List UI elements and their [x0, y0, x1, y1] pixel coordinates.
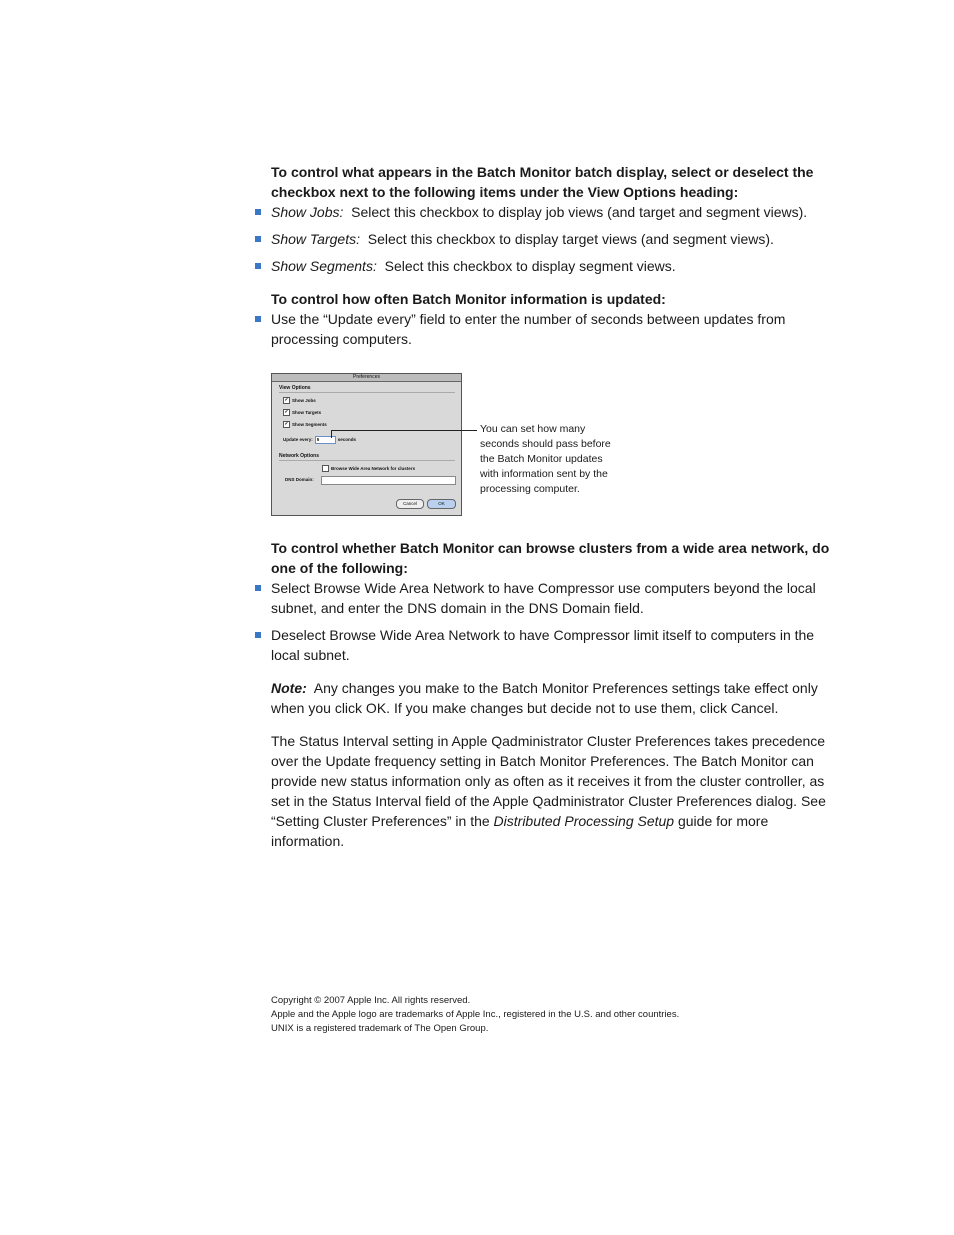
update-every-row: [283, 436, 356, 444]
checkbox-checked-icon: ✓: [284, 421, 289, 427]
show-segments-label: Show Segments: [292, 421, 327, 427]
view-options-list: [271, 202, 831, 276]
seconds-label: seconds: [337, 437, 357, 442]
item-text: Select Browse Wide Area Network to have Compressor use computers beyond the local subnet, and enter the DNS domain in the DNS Domain field.: [271, 580, 816, 616]
document-body: [271, 162, 831, 864]
dialog-title: Preferences: [272, 374, 461, 382]
footer-line: Apple and the Apple logo are trademarks of Apple Inc., registered in the U.S. and other countries.: [271, 1009, 680, 1020]
section-heading-wan: To control whether Batch Monitor can browse clusters from a wide area network, do one of the following:: [271, 540, 830, 576]
figure-callout: You can set how many seconds should pass before the Batch Monitor updates with information sent by the processing computer.: [480, 423, 611, 495]
note-paragraph: [271, 678, 831, 718]
update-every-label: Update every:: [283, 437, 313, 442]
browse-wan-label: Browse Wide Area Network for clusters: [331, 465, 416, 471]
status-interval-paragraph: [271, 731, 831, 851]
item-text: Select this checkbox to display target views (and segment views).: [367, 231, 774, 247]
divider: [279, 392, 455, 393]
item-text: Select this checkbox to display job views (and target and segment views).: [351, 204, 808, 220]
show-segments-checkbox-row: [283, 421, 327, 428]
show-jobs-label: Show Jobs: [292, 397, 316, 403]
item-text: Use the “Update every” field to enter the number of seconds between updates from processing computers.: [271, 311, 786, 347]
cancel-button: Cancel: [396, 499, 424, 509]
footer-line: UNIX is a registered trademark of The Open Group.: [271, 1023, 489, 1034]
section-heading-update: To control how often Batch Monitor information is updated:: [271, 291, 666, 307]
list-item: [271, 309, 831, 349]
view-options-label: View Options: [279, 385, 311, 391]
preferences-figure: [271, 373, 831, 538]
note-label: Note:: [271, 680, 307, 696]
show-targets-label: Show Targets: [292, 409, 322, 415]
section-heading-view-options: To control what appears in the Batch Monitor batch display, select or deselect the checkbox next to the following items under the View Options heading:: [271, 164, 814, 200]
preferences-dialog-screenshot: [271, 373, 462, 516]
term-show-targets: Show Targets:: [271, 231, 360, 247]
checkbox-checked-icon: ✓: [284, 409, 289, 415]
item-text: Select this checkbox to display segment views.: [384, 258, 676, 274]
dns-domain-label: DNS Domain:: [285, 477, 314, 482]
show-jobs-checkbox-row: [283, 397, 316, 404]
list-item: [271, 578, 831, 618]
checkbox-checked-icon: ✓: [284, 397, 289, 403]
list-item: [271, 229, 831, 249]
guide-title: Distributed Processing Setup: [493, 813, 675, 829]
dns-domain-input: [321, 476, 456, 485]
browse-wan-checkbox-row: [322, 465, 415, 472]
ok-button: OK: [427, 499, 456, 509]
paragraph-text: The Status Interval setting in Apple Qadministrator Cluster Preferences takes precedence over the Update frequency setting in Batch Monitor Preferences. The Batch Monitor can provide new status information only as often as it receives it from the cluster controller, as set in the Status Interval field of the Apple Qadministrator Cluster Preferences dialog. See “Setting Cluster Preferences” in the: [271, 733, 826, 829]
wan-list: [271, 578, 831, 665]
checkbox-empty-icon: [322, 465, 329, 472]
note-text: Any changes you make to the Batch Monitor Preferences settings take effect only when you click OK. If you make changes but decide not to use them, click Cancel.: [271, 680, 818, 716]
list-item: [271, 256, 831, 276]
term-show-segments: Show Segments:: [271, 258, 377, 274]
list-item: [271, 625, 831, 665]
update-every-input: 5: [315, 436, 336, 444]
footer-line: Copyright © 2007 Apple Inc. All rights reserved.: [271, 995, 471, 1006]
divider: [279, 460, 455, 461]
callout-leader-line: [331, 430, 477, 431]
item-text: Deselect Browse Wide Area Network to have Compressor limit itself to computers in the local subnet.: [271, 627, 815, 663]
paragraph-text-end: guide for more information.: [271, 813, 769, 849]
list-item: [271, 202, 831, 222]
update-list: [271, 309, 831, 349]
term-show-jobs: Show Jobs:: [271, 204, 344, 220]
show-targets-checkbox-row: [283, 409, 321, 416]
callout-leader-tick: [331, 430, 332, 438]
copyright-footer: [271, 994, 871, 1036]
network-options-label: Network Options: [279, 453, 320, 459]
